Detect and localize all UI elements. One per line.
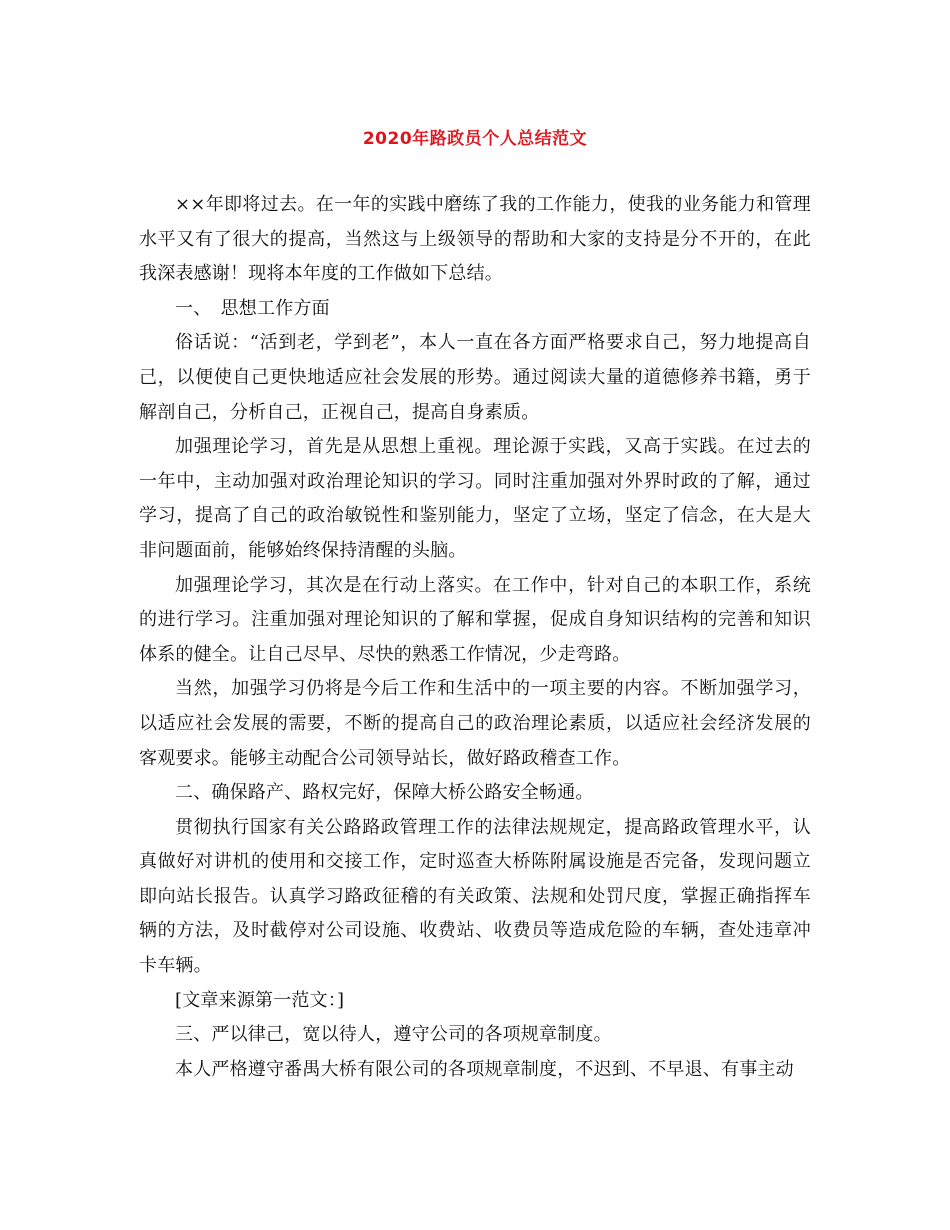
source-note: [文章来源第一范文：] <box>175 989 345 1011</box>
document-title: 2020年路政员个人总结范文 <box>362 129 588 149</box>
paragraph: 本人严格遵守番禺大桥有限公司的各项规章制度，不迟到、不早退、有事主动 <box>175 1058 794 1080</box>
section-heading-2: 二、确保路产、路权完好，保障大桥公路安全畅通。 <box>175 782 594 804</box>
paragraph: 贯彻执行国家有关公路路政管理工作的法律法规规定，提高路政管理水平，认真做好对讲机的使用和交接工作，定时巡查大桥陈附属设施是否完备，发现问题立即向站长报告。认真学习路政征稽的有关政策、法规和处罚尺度，掌握正确指挥车辆的方法，及时截停对公司设施、收费站、收费员等造成危险的车辆，查处违章冲卡车辆。 <box>139 816 811 977</box>
section-heading-1: 一、 思想工作方面 <box>175 297 330 319</box>
paragraph: 加强理论学习，首先是从思想上重视。理论源于实践，又高于实践。在过去的一年中，主动加强对政治理论知识的学习。同时注重加强对外界时政的了解，通过学习，提高了自己的政治敏锐性和鉴别能力，坚定了立场，坚定了信念，在大是大非问题面前，能够始终保持清醒的头脑。 <box>139 436 811 561</box>
section-heading-3: 三、严以律己，宽以待人，遵守公司的各项规章制度。 <box>175 1024 612 1046</box>
document-body <box>139 188 811 1087</box>
paragraph: 当然，加强学习仍将是今后工作和生活中的一项主要的内容。不断加强学习，以适应社会发展的需要，不断的提高自己的政治理论素质，以适应社会经济发展的客观要求。能够主动配合公司领导站长，做好路政稽查工作。 <box>139 678 811 769</box>
paragraph: 俗话说：“活到老，学到老”，本人一直在各方面严格要求自己，努力地提高自己，以便使自己更快地适应社会发展的形势。通过阅读大量的道德修养书籍，勇于解剖自己，分析自己，正视自己，提高自身素质。 <box>139 332 811 423</box>
paragraph: 加强理论学习，其次是在行动上落实。在工作中，针对自己的本职工作，系统的进行学习。注重加强对理论知识的了解和掌握，促成自身知识结构的完善和知识体系的健全。让自己尽早、尽快的熟悉工作情况，少走弯路。 <box>139 574 811 665</box>
paragraph-intro: ××年即将过去。在一年的实践中磨练了我的工作能力，使我的业务能力和管理水平又有了很大的提高，当然这与上级领导的帮助和大家的支持是分不开的，在此我深表感谢！现将本年度的工作做如下总结。 <box>139 194 811 285</box>
